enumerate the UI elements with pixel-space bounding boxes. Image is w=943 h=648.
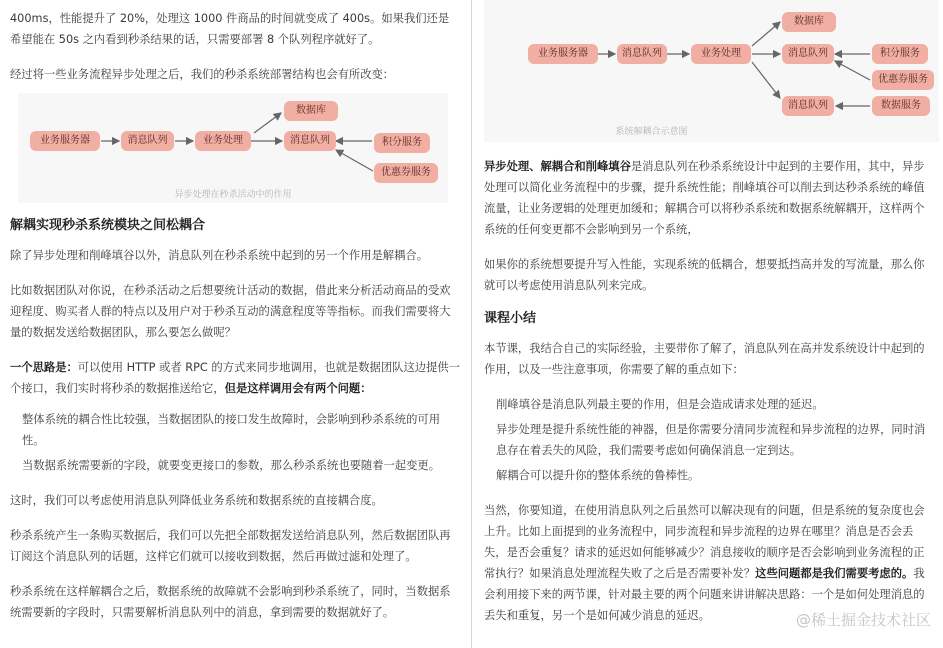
node-database: 数据库 <box>284 101 338 121</box>
node-biz-process: 业务处理 <box>195 131 251 151</box>
node-data-service: 数据服务 <box>872 96 930 116</box>
left-page <box>0 0 468 648</box>
right-page <box>476 0 943 648</box>
idea-text: 可以使用 HTTP 或者 RPC 的方式来同步地调用，也就是数据团队这边提供一个接口，我们实时将秒杀的数据推送给它， <box>10 361 460 395</box>
idea-bold-tail: 但是这样调用会有两个问题： <box>224 382 372 395</box>
node-msg-queue-3: 消息队列 <box>782 96 834 116</box>
node-msg-queue: 消息队列 <box>121 131 174 151</box>
node-coupon-service: 优惠券服务 <box>374 163 438 183</box>
final-text: 当然，你要知道，在使用消息队列之后虽然可以解决现有的问题，但是系统的复杂度也会上升。比如上面提到的业务流程中，同步流程和异步流程的边界在哪里？消息是否会丢失，是否会重复？请求的延迟如何能够减少？消息接收的顺序是否会影响到业务流程的正常执行？如果消息处理流程失败了之后是否需要补发？ <box>484 504 925 580</box>
figure-caption: 系统解耦合示意图 <box>615 127 688 137</box>
diagram-arrows-2 <box>484 0 939 142</box>
paragraph-summary <box>484 156 935 240</box>
node-biz-server: 业务服务器 <box>528 44 598 64</box>
paragraph-process: 秒杀系统产生一条购买数据后，我们可以先把全部数据发送给消息队列，然后数据团队再订阅这个消息队列的话题，这样它们就可以接收到数据，然后再做过滤和处理了。 <box>10 529 451 563</box>
paragraph-example: 比如数据团队对你说，在秒杀活动之后想要统计活动的数据，借此来分析活动商品的受欢迎程度、购买者人群的特点以及用户对于秒杀互动的满意程度等等指标。而我们需要将大量的数据发送给数据团队，那么要怎么做呢？ <box>10 284 451 339</box>
summary-point-3: 解耦合可以提升你的整体系统的鲁棒性。 <box>496 469 700 482</box>
node-coupon-service: 优惠券服务 <box>872 70 934 90</box>
diagram-async-processing <box>18 93 448 203</box>
node-biz-process: 业务处理 <box>691 44 751 64</box>
summary-text: 是消息队列在秒杀系统设计中起到的主要作用，其中，异步处理可以简化业务流程中的步骤，提升系统性能；削峰填谷可以削去到达秒杀系统的峰值流量，让业务逻辑的处理更加缓和；解耦合可以将秒杀系统和数据系统解耦开，这样两个系统的任何变更都不会影响到另一个系统， <box>484 160 925 236</box>
node-msg-queue-2: 消息队列 <box>284 131 336 151</box>
summary-bold: 异步处理、解耦合和削峰填谷 <box>484 160 631 173</box>
issue-item-1: 整体系统的耦合性比较强，当数据团队的接口发生故障时，会影响到秒杀系统的可用性。 <box>22 413 440 447</box>
section-heading-decouple: 解耦实现秒杀系统模块之间松耦合 <box>10 218 206 233</box>
issue-item-2: 当数据系统需要新的字段，就要变更接口的参数，那么秒杀系统也要随着一起变更。 <box>22 459 440 472</box>
node-points-service: 积分服务 <box>872 44 928 64</box>
watermark: @稀土掘金技术社区 <box>795 611 931 629</box>
final-tail: 我会利用接下来的两节课，针对最主要的两个问题来讲讲解决思路：一个是如何处理消息的丢失和重复，另一个是如何减少消息的延迟。 <box>484 567 925 622</box>
paragraph-consider: 这时，我们可以考虑使用消息队列降低业务系统和数据系统的直接耦合度。 <box>10 494 383 507</box>
paragraph-final <box>484 500 935 626</box>
column-divider <box>471 0 472 648</box>
figure-caption: 异步处理在秒杀活动中的作用 <box>174 190 292 200</box>
node-msg-queue: 消息队列 <box>617 44 667 64</box>
paragraph-result: 秒杀系统在这样解耦合之后，数据系统的故障就不会影响到秒杀系统了，同时，当数据系统需要新的字段时，只需要解析消息队列中的消息，拿到需要的数据就好了。 <box>10 585 451 619</box>
paragraph-idea <box>10 357 460 399</box>
paragraph-intro: 400ms，性能提升了 20%，处理这 1000 件商品的时间就变成了 400s。如果我们还是希望能在 50s 之内看到秒杀结果的话，只需要部署 8 个队列程序就好了。 <box>10 12 450 46</box>
final-bold: 这些问题都是我们需要考虑的。 <box>755 567 914 580</box>
idea-bold-lead: 一个思路是： <box>10 361 78 374</box>
node-points-service: 积分服务 <box>374 133 430 153</box>
summary-point-1: 削峰填谷是消息队列最主要的作用，但是会造成请求处理的延迟。 <box>496 398 824 411</box>
paragraph-course: 本节课，我结合自己的实际经验，主要带你了解了，消息队列在高并发系统设计中起到的作用，以及一些注意事项，你需要了解的重点如下： <box>484 342 925 376</box>
diagram-system-decoupling <box>484 0 939 142</box>
node-database: 数据库 <box>782 12 836 32</box>
paragraph-decouple: 除了异步处理和削峰填谷以外，消息队列在秒杀系统中起到的另一个作用是解耦合。 <box>10 249 428 262</box>
paragraph-after-async: 经过将一些业务流程异步处理之后，我们的秒杀系统部署结构也会有所改变： <box>10 68 395 81</box>
summary-point-2: 异步处理是提升系统性能的神器，但是你需要分清同步流程和异步流程的边界，同时消息存在着丢失的风险，我们需要考虑如何确保消息一定到达。 <box>496 423 926 457</box>
paragraph-write-performance: 如果你的系统想要提升写入性能，实现系统的低耦合，想要抵挡高并发的写流量，那么你就可以考虑使用消息队列来完成。 <box>484 258 925 292</box>
node-biz-server: 业务服务器 <box>30 131 100 151</box>
section-heading-course-summary: 课程小结 <box>484 311 537 326</box>
node-msg-queue-2: 消息队列 <box>782 44 834 64</box>
